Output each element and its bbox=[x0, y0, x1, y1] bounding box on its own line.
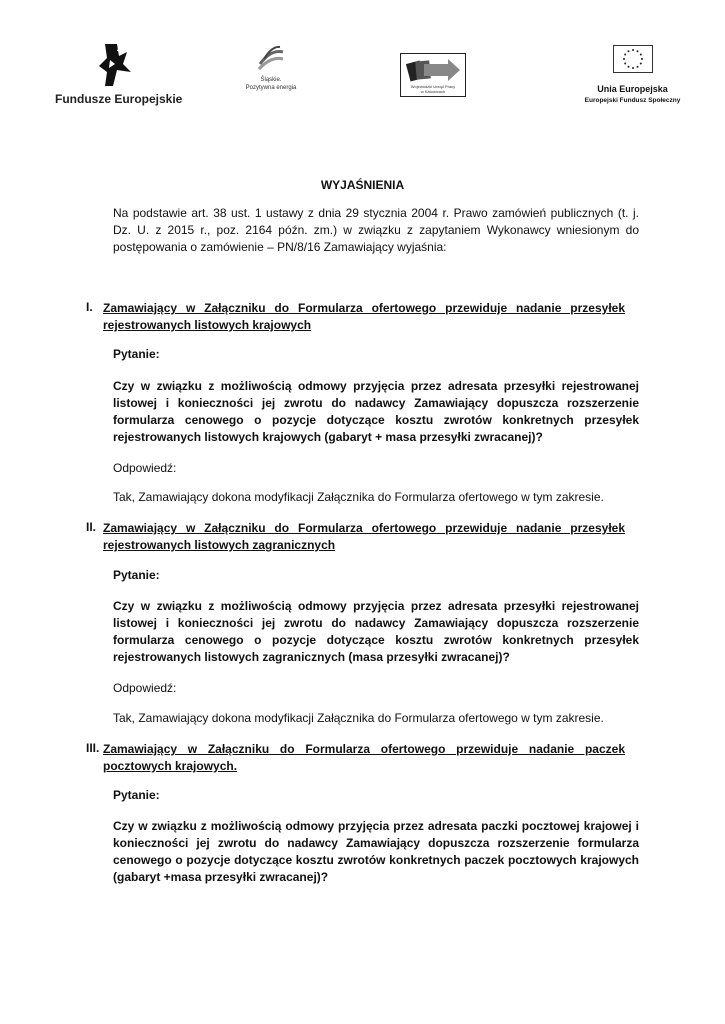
wup-arrow-icon bbox=[402, 56, 464, 84]
section-1-heading: Zamawiający w Załączniku do Formularza ofertowego przewiduje nadanie przesyłek rejestrowanych listowych krajowych bbox=[103, 301, 625, 332]
section-1-answer: Tak, Zamawiający dokona modyfikacji Załącznika do Formularza ofertowego w tym zakresie. bbox=[113, 490, 604, 504]
wup-name: Wojewódzki Urząd Pracy bbox=[410, 84, 456, 89]
section-3-question: Czy w związku z możliwością odmowy przyjęcia przez adresata paczki pocztowej krajowej i konieczności jej zwrotu do nadawcy Zamawiający dopuszcza rozszerzenie formularza cenowego o pozycje dotyczące kosztu zwrotów konkretnych paczek pocztowych krajowych (gabaryt +masa przesyłki zwracanej)? bbox=[113, 819, 639, 884]
section-2-question: Czy w związku z możliwością odmowy przyjęcia przez adresata przesyłki rejestrowanej listowej i konieczności jej zwrotu do nadawcy Zamawiający dopuszcza rozszerzenie formularza cenowego o pozycje dotyczące kosztu zwrotów konkretnych przesyłek rejestrowanych listowych zagranicznych (masa przesyłki zwracanej)? bbox=[113, 599, 639, 664]
section-1-number: I. bbox=[86, 300, 93, 314]
slaskie-swirl-icon bbox=[256, 44, 286, 74]
fundusze-star-icon bbox=[97, 42, 137, 88]
intro-paragraph: Na podstawie art. 38 ust. 1 ustawy z dnia 29 stycznia 2004 r. Prawo zamówień publicznych (t. j. Dz. U. z 2015 r., poz. 2164 późn. zm.) w związku z zapytaniem Wykonawcy wniesionym do postępowania o zamówienie – PN/8/16 Zamawiający wyjaśnia: bbox=[113, 206, 639, 254]
section-3-heading: Zamawiający w Załączniku do Formularza ofertowego przewiduje nadanie paczek pocztowych krajowych. bbox=[103, 742, 625, 773]
slaskie-name: Śląskie. bbox=[260, 77, 282, 83]
unia-europejska-text: Unia Europejska bbox=[597, 84, 668, 94]
section-2-heading: Zamawiający w Załączniku do Formularza ofertowego przewiduje nadanie przesyłek rejestrowanych listowych zagranicznych bbox=[103, 521, 625, 552]
slaskie-slogan: Pozytywna energia bbox=[245, 85, 297, 91]
section-2-question-label: Pytanie: bbox=[113, 568, 160, 582]
section-2-number: II. bbox=[86, 520, 97, 534]
wup-logo bbox=[400, 53, 466, 97]
unia-europejska-logo bbox=[585, 45, 680, 107]
wup-city: w Katowicach bbox=[420, 89, 446, 94]
section-1-question-label: Pytanie: bbox=[113, 347, 160, 361]
fundusze-europejskie-logo bbox=[55, 42, 183, 106]
section-2-answer-label: Odpowiedź: bbox=[113, 681, 177, 695]
section-2-answer: Tak, Zamawiający dokona modyfikacji Załącznika do Formularza ofertowego w tym zakresie. bbox=[113, 711, 604, 725]
eu-flag-icon bbox=[613, 45, 653, 73]
section-3-number: III. bbox=[86, 741, 100, 755]
slaskie-logo bbox=[236, 44, 306, 96]
section-3-question-label: Pytanie: bbox=[113, 788, 160, 802]
document-title: WYJAŚNIENIA bbox=[320, 178, 405, 192]
efs-text: Europejski Fundusz Społeczny bbox=[584, 97, 681, 104]
section-1-question: Czy w związku z możliwością odmowy przyjęcia przez adresata przesyłki rejestrowanej listowej i konieczności jej zwrotu do nadawcy Zamawiający dopuszcza rozszerzenie formularza cenowego o pozycje dotyczące kosztu zwrotów konkretnych przesyłek rejestrowanych listowych krajowych (gabaryt + masa przesyłki zwracanej)? bbox=[113, 379, 639, 444]
fundusze-logo-text: Fundusze Europejskie bbox=[55, 92, 183, 106]
section-1-answer-label: Odpowiedź: bbox=[113, 461, 177, 475]
